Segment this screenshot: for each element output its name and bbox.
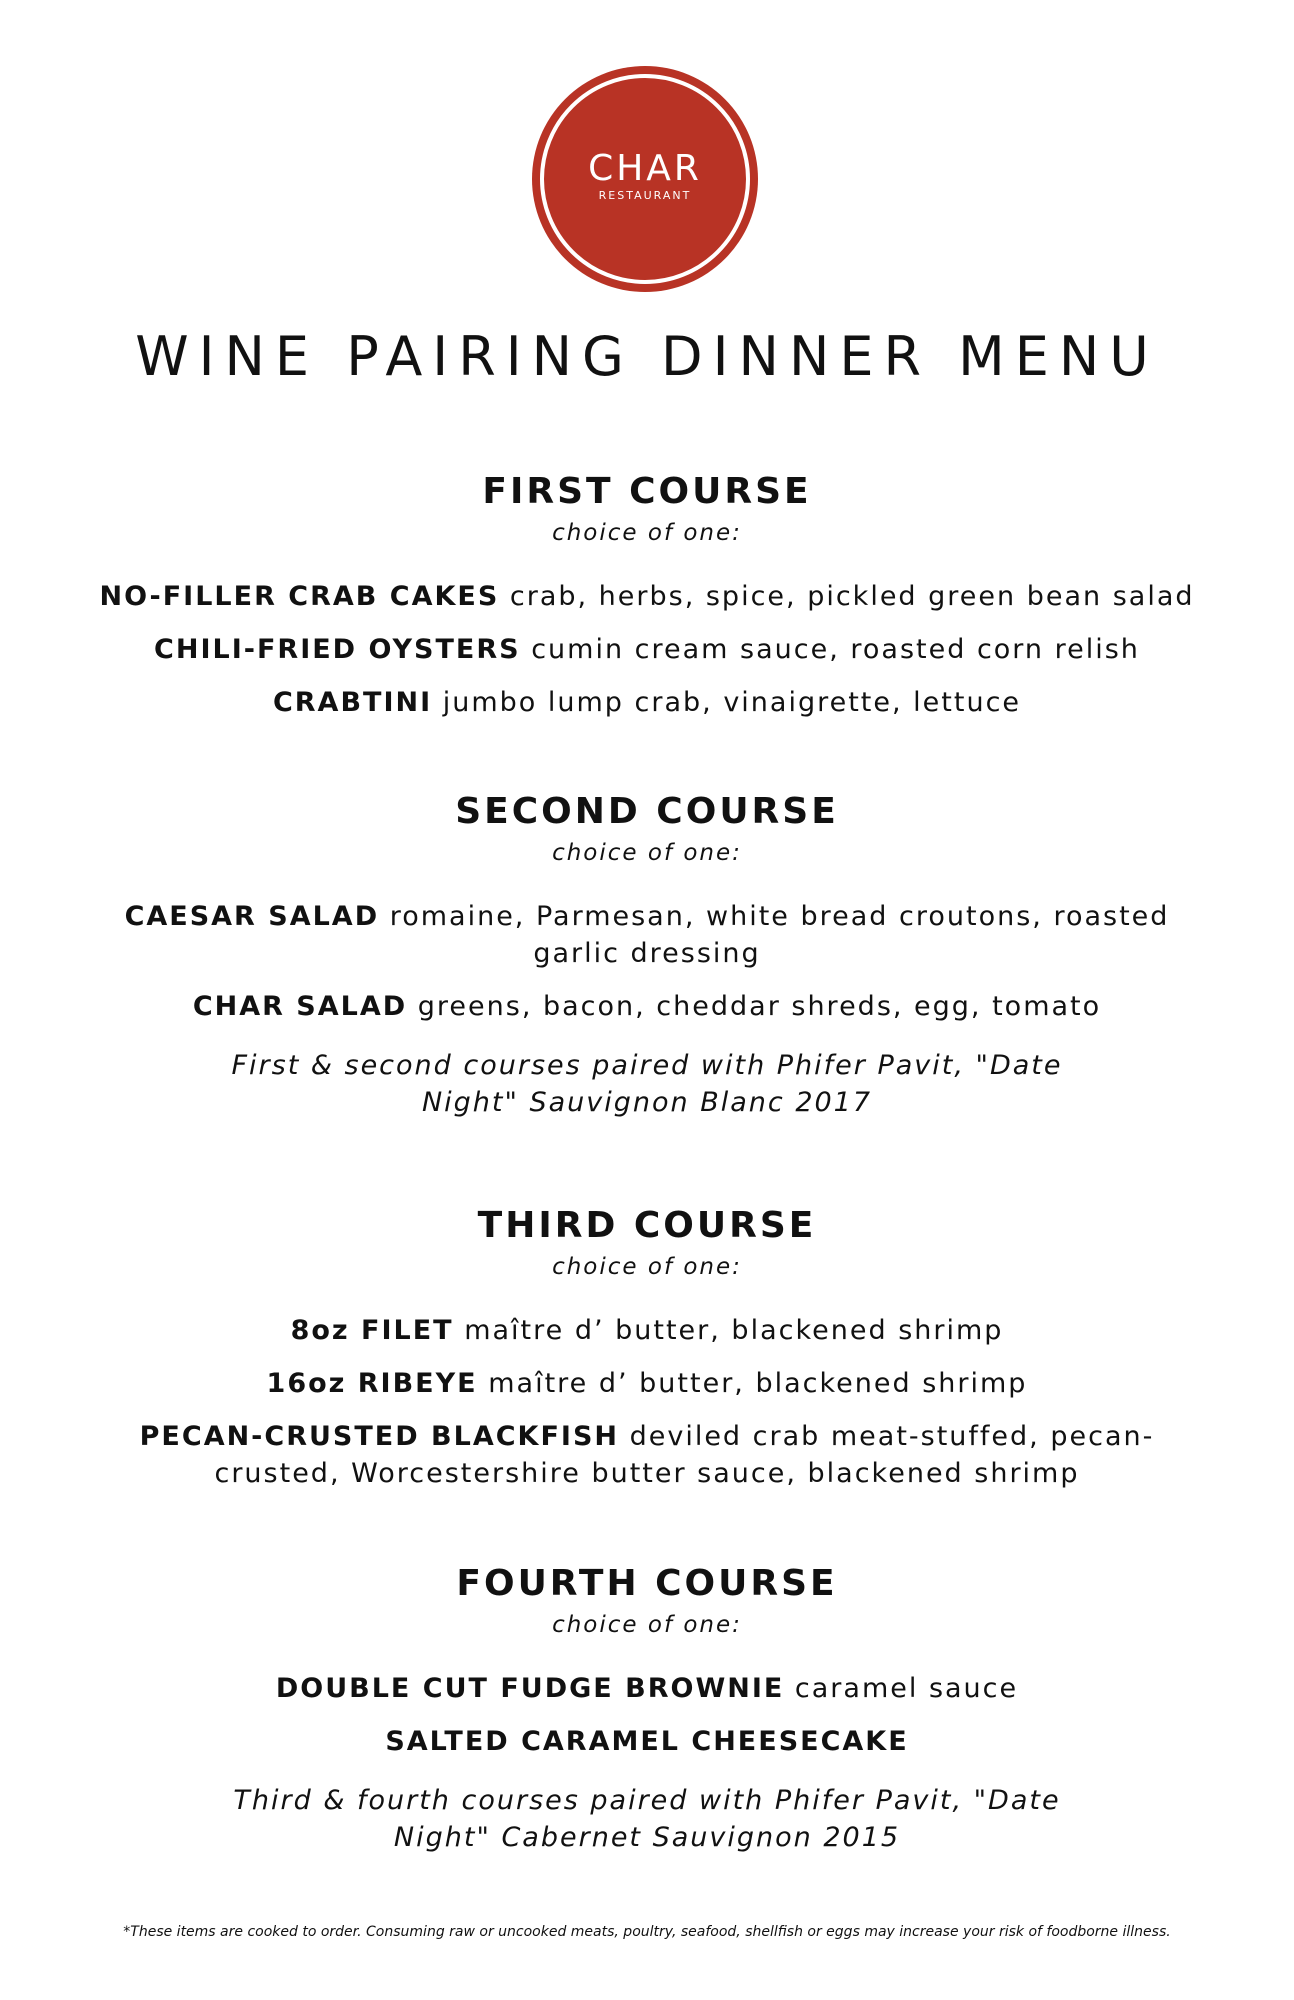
course-first: [60, 468, 1234, 737]
menu-item: [60, 898, 1234, 972]
menu-item-name: 8oz FILET: [290, 1315, 454, 1346]
menu-item: [60, 1312, 1234, 1349]
menu-item-desc: deviled crab meat-stuffed, pecan-crusted, Worcestershire butter sauce, blackened shrimp: [214, 1421, 1155, 1489]
menu-item: [60, 1365, 1234, 1402]
menu-item-name: CHAR SALAD: [192, 991, 408, 1022]
menu-item-name: CAESAR SALAD: [124, 901, 380, 932]
course-title: THIRD COURSE: [477, 1205, 817, 1246]
menu-item-desc: romaine, Parmesan, white bread croutons, roasted garlic dressing: [389, 901, 1170, 969]
wine-pairing-note: Third & fourth courses paired with Phifer Pavit, "Date Night" Cabernet Sauvignon 2015: [233, 1785, 1061, 1853]
menu-item: [60, 988, 1234, 1025]
menu-item: [60, 684, 1234, 721]
menu-item: [60, 631, 1234, 668]
menu-item-desc: caramel sauce: [794, 1673, 1019, 1704]
logo-word: CHAR: [588, 148, 702, 189]
menu-item-name: PECAN-CRUSTED BLACKFISH: [139, 1421, 619, 1452]
course-subtitle: choice of one:: [552, 520, 742, 546]
menu-item-name: SALTED CARAMEL CHEESECAKE: [385, 1726, 909, 1757]
menu-item-name: NO-FILLER CRAB CAKES: [99, 581, 500, 612]
course-second: [60, 788, 1234, 1121]
course-subtitle: choice of one:: [552, 1254, 742, 1280]
course-subtitle: choice of one:: [552, 1612, 742, 1638]
course-subtitle: choice of one:: [552, 840, 742, 866]
course-title: FOURTH COURSE: [456, 1563, 838, 1604]
course-title: SECOND COURSE: [455, 791, 839, 832]
course-third: [60, 1202, 1234, 1508]
menu-item: [60, 1723, 1234, 1760]
menu-item-name: DOUBLE CUT FUDGE BROWNIE: [275, 1673, 785, 1704]
menu-item-desc: cumin cream sauce, roasted corn relish: [531, 634, 1140, 665]
menu-item-desc: maître d’ butter, blackened shrimp: [464, 1315, 1004, 1346]
allergy-footnote: *These items are cooked to order. Consuming raw or uncooked meats, poultry, seafood, shellfish or eggs may increase your risk of foodborne illness.: [123, 1924, 1171, 1940]
menu-item-name: CRABTINI: [272, 687, 433, 718]
logo-subtitle: RESTAURANT: [598, 189, 692, 202]
page-title: WINE PAIRING DINNER MENU: [135, 325, 1159, 388]
menu-item-desc: jumbo lump crab, vinaigrette, lettuce: [442, 687, 1022, 718]
course-title: FIRST COURSE: [482, 471, 812, 512]
course-items: [60, 1670, 1234, 1760]
course-items: [60, 898, 1234, 1025]
menu-item-desc: maître d’ butter, blackened shrimp: [488, 1368, 1028, 1399]
menu-item-name: 16oz RIBEYE: [266, 1368, 478, 1399]
course-items: [60, 578, 1234, 721]
restaurant-logo: [532, 66, 758, 292]
menu-item: [60, 1418, 1234, 1492]
course-items: [60, 1312, 1234, 1492]
wine-pairing-note: First & second courses paired with Phifer Pavit, "Date Night" Sauvignon Blanc 2017: [231, 1050, 1063, 1118]
menu-item-desc: greens, bacon, cheddar shreds, egg, tomato: [417, 991, 1102, 1022]
menu-item-name: CHILI-FRIED OYSTERS: [154, 634, 521, 665]
menu-item: [60, 1670, 1234, 1707]
course-fourth: [60, 1560, 1234, 1856]
menu-item: [60, 578, 1234, 615]
menu-item-desc: crab, herbs, spice, pickled green bean salad: [509, 581, 1195, 612]
